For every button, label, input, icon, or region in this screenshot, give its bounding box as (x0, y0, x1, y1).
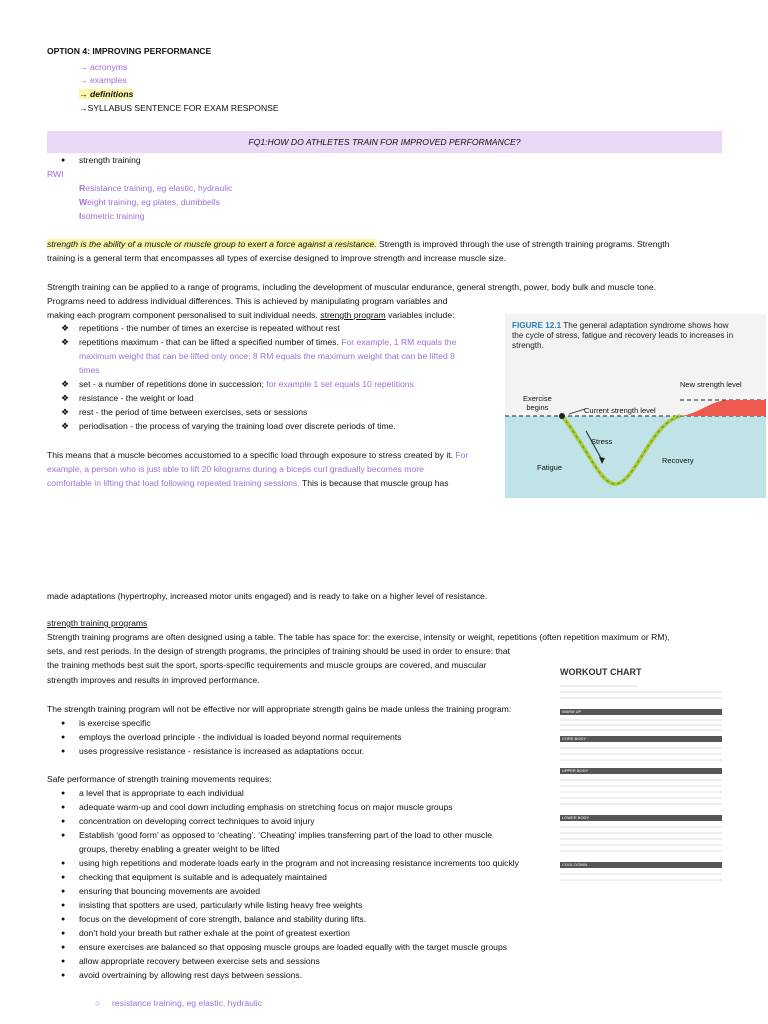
variable-rest: ❖ rest - the period of time between exercises, sets or sessions (79, 406, 307, 419)
acronym-rwi: RWI (47, 169, 64, 179)
definition-line-1: strength is the ability of a muscle or muscle group to exert a force against a resistance. Strength is improved through the use of strength training programs. Strength (47, 239, 670, 249)
safe-item: ● avoid overtraining by allowing rest days between sessions. (79, 969, 302, 982)
definition-line-2: training is a general term that encompasses all types of exercise designed to improve strength and increase muscle size. (47, 253, 507, 263)
legend-definitions: → definitions (79, 89, 134, 99)
variable-rm-example-3: times (79, 365, 100, 375)
acronym-line-w: Weight training, eg plates, dumbbells (79, 197, 220, 207)
effective-intro: The strength training program will not be effective nor will appropriate strength gains be made unless the training program: (47, 704, 512, 714)
para3-line-3: comfortable in lifting that load following repeated training sessions. This is because that muscle group has (47, 478, 449, 488)
para3-line-1: This means that a muscle becomes accustomed to a specific load through exposure to stress created by it. For (47, 450, 469, 460)
variable-set: ❖ set - a number of repetitions done in succession; for example 1 set equals 10 repetitions (79, 378, 414, 391)
label-recovery: Recovery (662, 456, 694, 465)
workout-chart (558, 664, 724, 900)
safe-intro: Safe performance of strength training movements requires: (47, 774, 272, 784)
workout-chart-title: WORKOUT CHART (560, 667, 642, 677)
safe-item: ● insisting that spotters are used, particularly while listing heavy free weights (79, 899, 362, 912)
water-area (505, 416, 766, 498)
programs-line-2: sets, and rest periods. In the design of strength programs, the principles of training should be used in order to ensure: that (47, 646, 510, 656)
acronym-line-i: Isometric training (79, 211, 145, 221)
legend-examples: → examples (79, 75, 127, 85)
safe-item: ● adequate warm-up and cool down including emphasis on stretching focus on major muscle groups (79, 801, 453, 814)
variable-repetitions: ❖ repetitions - the number of times an exercise is repeated without rest (79, 322, 340, 335)
sub-item-resistance: ○ resistance training, eg elastic, hydraulic (95, 998, 262, 1008)
legend-acronyms: → acronyms (79, 62, 128, 72)
strength-gain-area (680, 400, 766, 416)
safe-item: ● checking that equipment is suitable and is adequately maintained (79, 871, 327, 884)
workout-section-label: COOL DOWN (562, 862, 587, 867)
programs-heading: strength training programs (47, 618, 148, 628)
label-stress: Stress (591, 437, 613, 446)
label-fatigue: Fatigue (537, 463, 563, 472)
workout-section-label: CORE BODY (562, 736, 587, 741)
workout-section-label: UPPER BODY (562, 768, 589, 773)
circle-bullet-icon: ○ (95, 998, 101, 1008)
para3-line-2: example, a person who is just able to lift 20 kilograms during a biceps curl gradually becomes more (47, 464, 424, 474)
acronym-line-r: Resistance training, eg elastic, hydraulic (79, 183, 233, 193)
legend-syllabus: →SYLLABUS SENTENCE FOR EXAM RESPONSE (79, 103, 279, 113)
effective-item: ● uses progressive resistance - resistance is increased as adaptations occur. (79, 745, 364, 758)
effective-item: ● employs the overload principle - the individual is loaded beyond normal requirements (79, 731, 401, 744)
workout-section-label: LOWER BODY (562, 815, 590, 820)
label-new-strength-level: New strength level (680, 380, 742, 389)
para2-line-2: Programs need to address individual differences. This is achieved by manipulating program variables and (47, 296, 448, 306)
document-title: OPTION 4: IMPROVING PERFORMANCE (47, 46, 212, 56)
para2-line-1: Strength training can be applied to a range of programs, including the development of muscular endurance, general strength, power, body bulk and muscle tone. (47, 282, 657, 292)
label-current-strength-level: Current strength level (584, 406, 656, 415)
programs-line-1: Strength training programs are often designed using a table. The table has space for: the exercise, intensity or weight, repetitions (often repetition maximum or RM), (47, 632, 670, 642)
figure-caption: FIGURE 12.1 The general adaptation syndrome shows how the cycle of stress, fatigue and recovery leads to increases in strength. (512, 321, 734, 350)
safe-item: ● focus on the development of core strength, balance and stability during lifts. (79, 913, 366, 926)
variable-periodisation: ❖ periodisation - the process of varying the training load over discrete periods of time. (79, 420, 396, 433)
safe-item: ● a level that is appropriate to each individual (79, 787, 244, 800)
safe-item: ● allow appropriate recovery between exercise sets and sessions (79, 955, 320, 968)
variable-rm-example-2: maximum weight that can be lifted only once; 8 RM equals the maximum weight that can be lifted 8 (79, 351, 455, 361)
programs-line-4: strength improves and results in improved performance. (47, 675, 260, 685)
safe-item: ● Establish ‘good form’ as opposed to ‘cheating’. ‘Cheating’ implies transferring part of the load to other muscle (79, 829, 492, 842)
focus-question-banner: FQ1:HOW DO ATHLETES TRAIN FOR IMPROVED PERFORMANCE? (47, 131, 722, 153)
variable-resistance: ❖ resistance - the weight or load (79, 392, 194, 405)
safe-item: ● ensure exercises are balanced so that opposing muscle groups are loaded equally with the target muscle groups (79, 941, 507, 954)
safe-item: ● concentration on developing correct techniques to avoid injury (79, 815, 315, 828)
safe-item-continuation: groups, thereby enabling a greater weight to be lifted (79, 844, 280, 854)
para3-line-4: made adaptations (hypertrophy, increased motor units engaged) and is ready to take on a higher level of resistance. (47, 591, 488, 601)
strength-definition: strength is the ability of a muscle or muscle group to exert a force against a resistance. (47, 239, 377, 249)
figure-gas (505, 314, 766, 498)
safe-item: ● don’t hold your breath but rather exhale at the point of greatest exertion (79, 927, 350, 940)
exercise-begins-point (559, 413, 565, 419)
bullet-strength-training: ● strength training (79, 154, 141, 167)
effective-item: ● is exercise specific (79, 717, 151, 730)
para2-line-3: making each program component personalised to suit individual needs. strength program variables include: (47, 310, 455, 320)
variable-rm: ❖ repetitions maximum - that can be lifted a specified number of times. For example, 1 RM equals the (79, 336, 456, 349)
label-exercise-begins: Exercise begins (523, 394, 552, 412)
workout-section-label: WARM UP (562, 709, 582, 714)
safe-item: ● using high repetitions and moderate loads early in the program and not increasing resistance increments too quickly (79, 857, 519, 870)
programs-line-3: the training methods best suit the sport, sports-specific requirements and muscle groups are covered, and muscular (47, 660, 487, 670)
safe-item: ● ensuring that bouncing movements are avoided (79, 885, 260, 898)
